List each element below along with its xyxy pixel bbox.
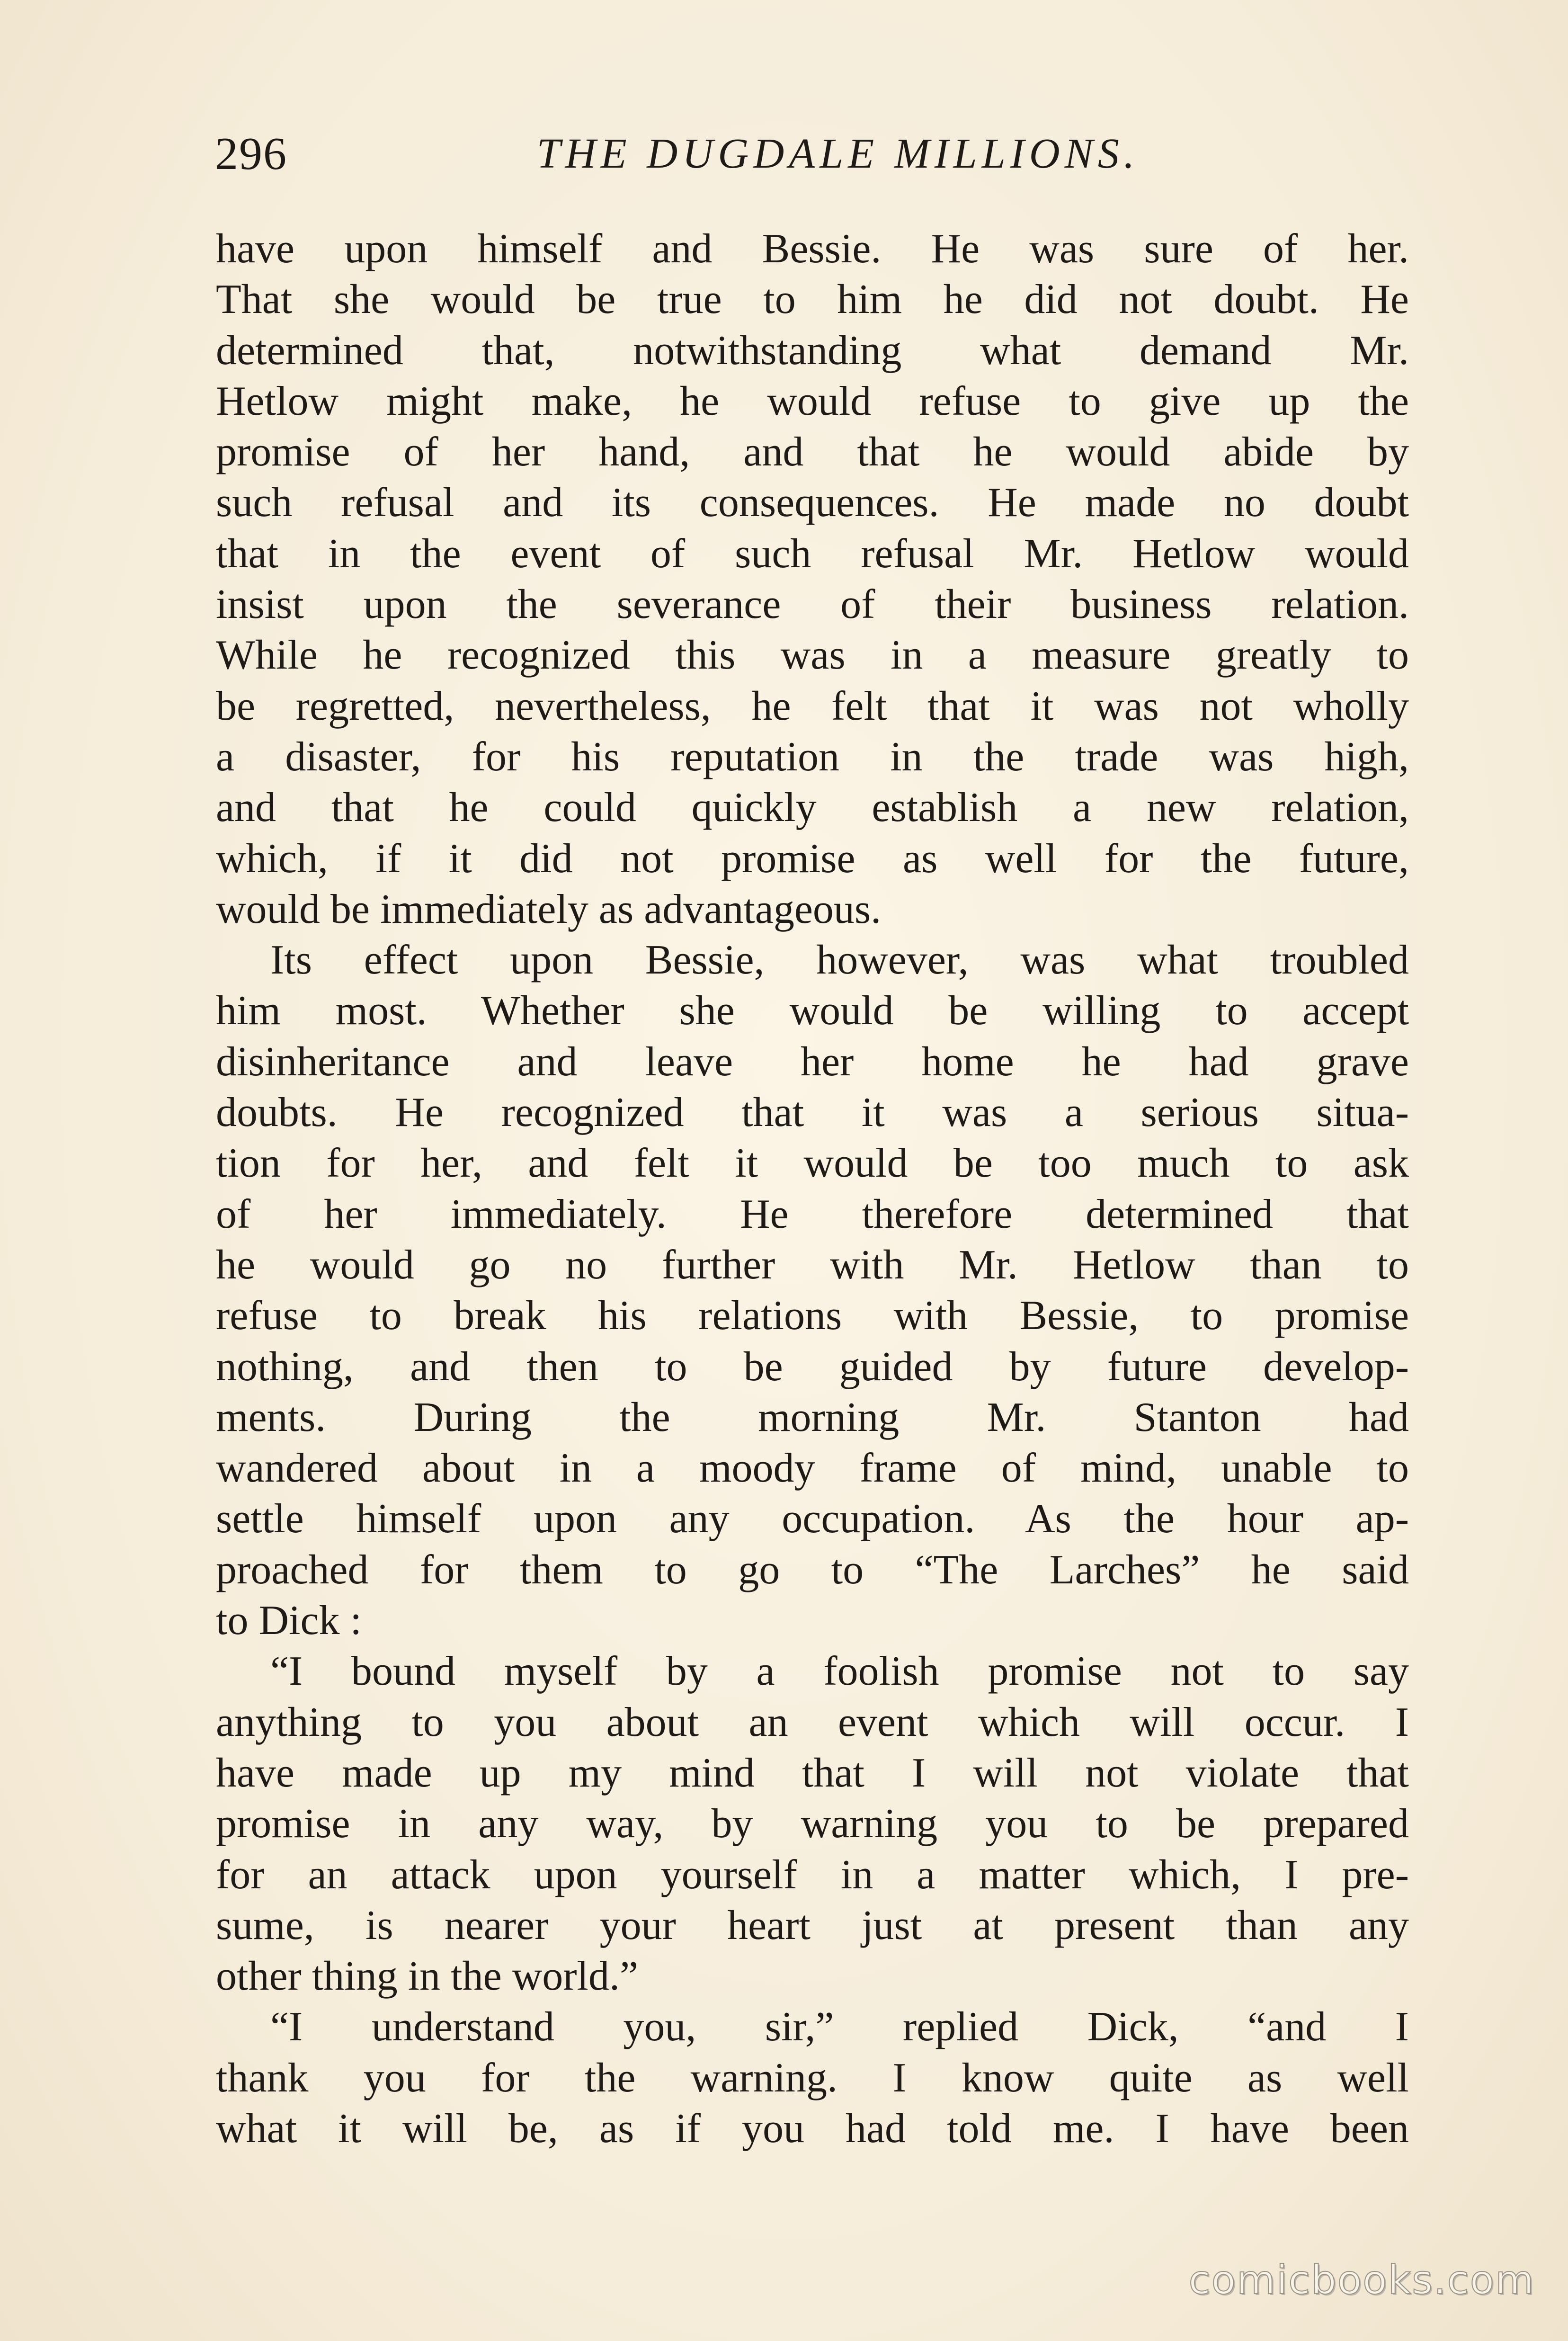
text-line: proached for them to go to “The Larches” he said <box>216 1546 1409 1593</box>
text-line: determined that, notwithstanding what demand Mr. <box>216 327 1409 374</box>
text-line: thank you for the warning. I know quite as well <box>216 2055 1409 2101</box>
text-line: have made up my mind that I will not violate that <box>216 1750 1409 1796</box>
text-line: settle himself upon any occupation. As the hour ap- <box>216 1496 1409 1542</box>
running-title: THE DUGDALE MILLIONS. <box>536 130 1140 177</box>
text-line: such refusal and its consequences. He made no doubt <box>216 480 1409 526</box>
text-line: and that he could quickly establish a new relation, <box>216 785 1409 831</box>
text-line: “I understand you, sir,” replied Dick, “and I <box>270 2004 1409 2050</box>
text-line: ments. During the morning Mr. Stanton had <box>216 1394 1409 1440</box>
body-text <box>216 223 1409 2154</box>
text-line: to Dick : <box>216 1598 362 1644</box>
text-line: tion for her, and felt it would be too much to ask <box>216 1140 1409 1187</box>
text-line: a disaster, for his reputation in the trade was high, <box>216 733 1409 780</box>
text-line: Hetlow might make, he would refuse to give up the <box>216 378 1409 424</box>
text-line: That she would be true to him he did not doubt. He <box>216 277 1409 323</box>
text-line: be regretted, nevertheless, he felt that it was not wholly <box>216 683 1409 729</box>
text-line: doubts. He recognized that it was a serious situa- <box>216 1090 1409 1136</box>
page-header <box>213 123 1406 185</box>
text-line: other thing in the world.” <box>216 1953 639 2000</box>
text-line: promise in any way, by warning you to be prepared <box>216 1801 1409 1847</box>
text-line: which, if it did not promise as well for the future, <box>216 835 1409 882</box>
text-line: sume, is nearer your heart just at present than any <box>216 1902 1409 1948</box>
text-line: nothing, and then to be guided by future develop- <box>216 1343 1409 1390</box>
text-line: of her immediately. He therefore determined that <box>216 1191 1409 1237</box>
text-line: that in the event of such refusal Mr. Hetlow would <box>216 530 1409 577</box>
text-line: refuse to break his relations with Bessie, to promise <box>216 1293 1409 1339</box>
page-number: 296 <box>215 128 287 179</box>
text-line: what it will be, as if you had told me. I have been <box>216 2105 1409 2152</box>
text-line: “I bound myself by a foolish promise not to say <box>270 1648 1409 1695</box>
text-line: would be immediately as advantageous. <box>216 886 882 932</box>
text-line: he would go no further with Mr. Hetlow than to <box>216 1242 1409 1288</box>
text-line: insist upon the severance of their business relation. <box>216 581 1409 628</box>
text-line: wandered about in a moody frame of mind, unable to <box>216 1445 1409 1492</box>
text-line: While he recognized this was in a measure greatly to <box>216 632 1409 679</box>
text-line: promise of her hand, and that he would abide by <box>216 429 1409 475</box>
text-line: him most. Whether she would be willing to accept <box>216 988 1409 1034</box>
text-line: disinheritance and leave her home he had grave <box>216 1038 1409 1085</box>
text-line: for an attack upon yourself in a matter which, I pre- <box>216 1851 1409 1898</box>
text-line: anything to you about an event which will occur. I <box>216 1699 1409 1745</box>
text-line: have upon himself and Bessie. He was sure of her. <box>216 226 1409 272</box>
text-line: Its effect upon Bessie, however, was what troubled <box>270 937 1409 983</box>
watermark: comicbooks.com <box>1188 2257 1535 2303</box>
